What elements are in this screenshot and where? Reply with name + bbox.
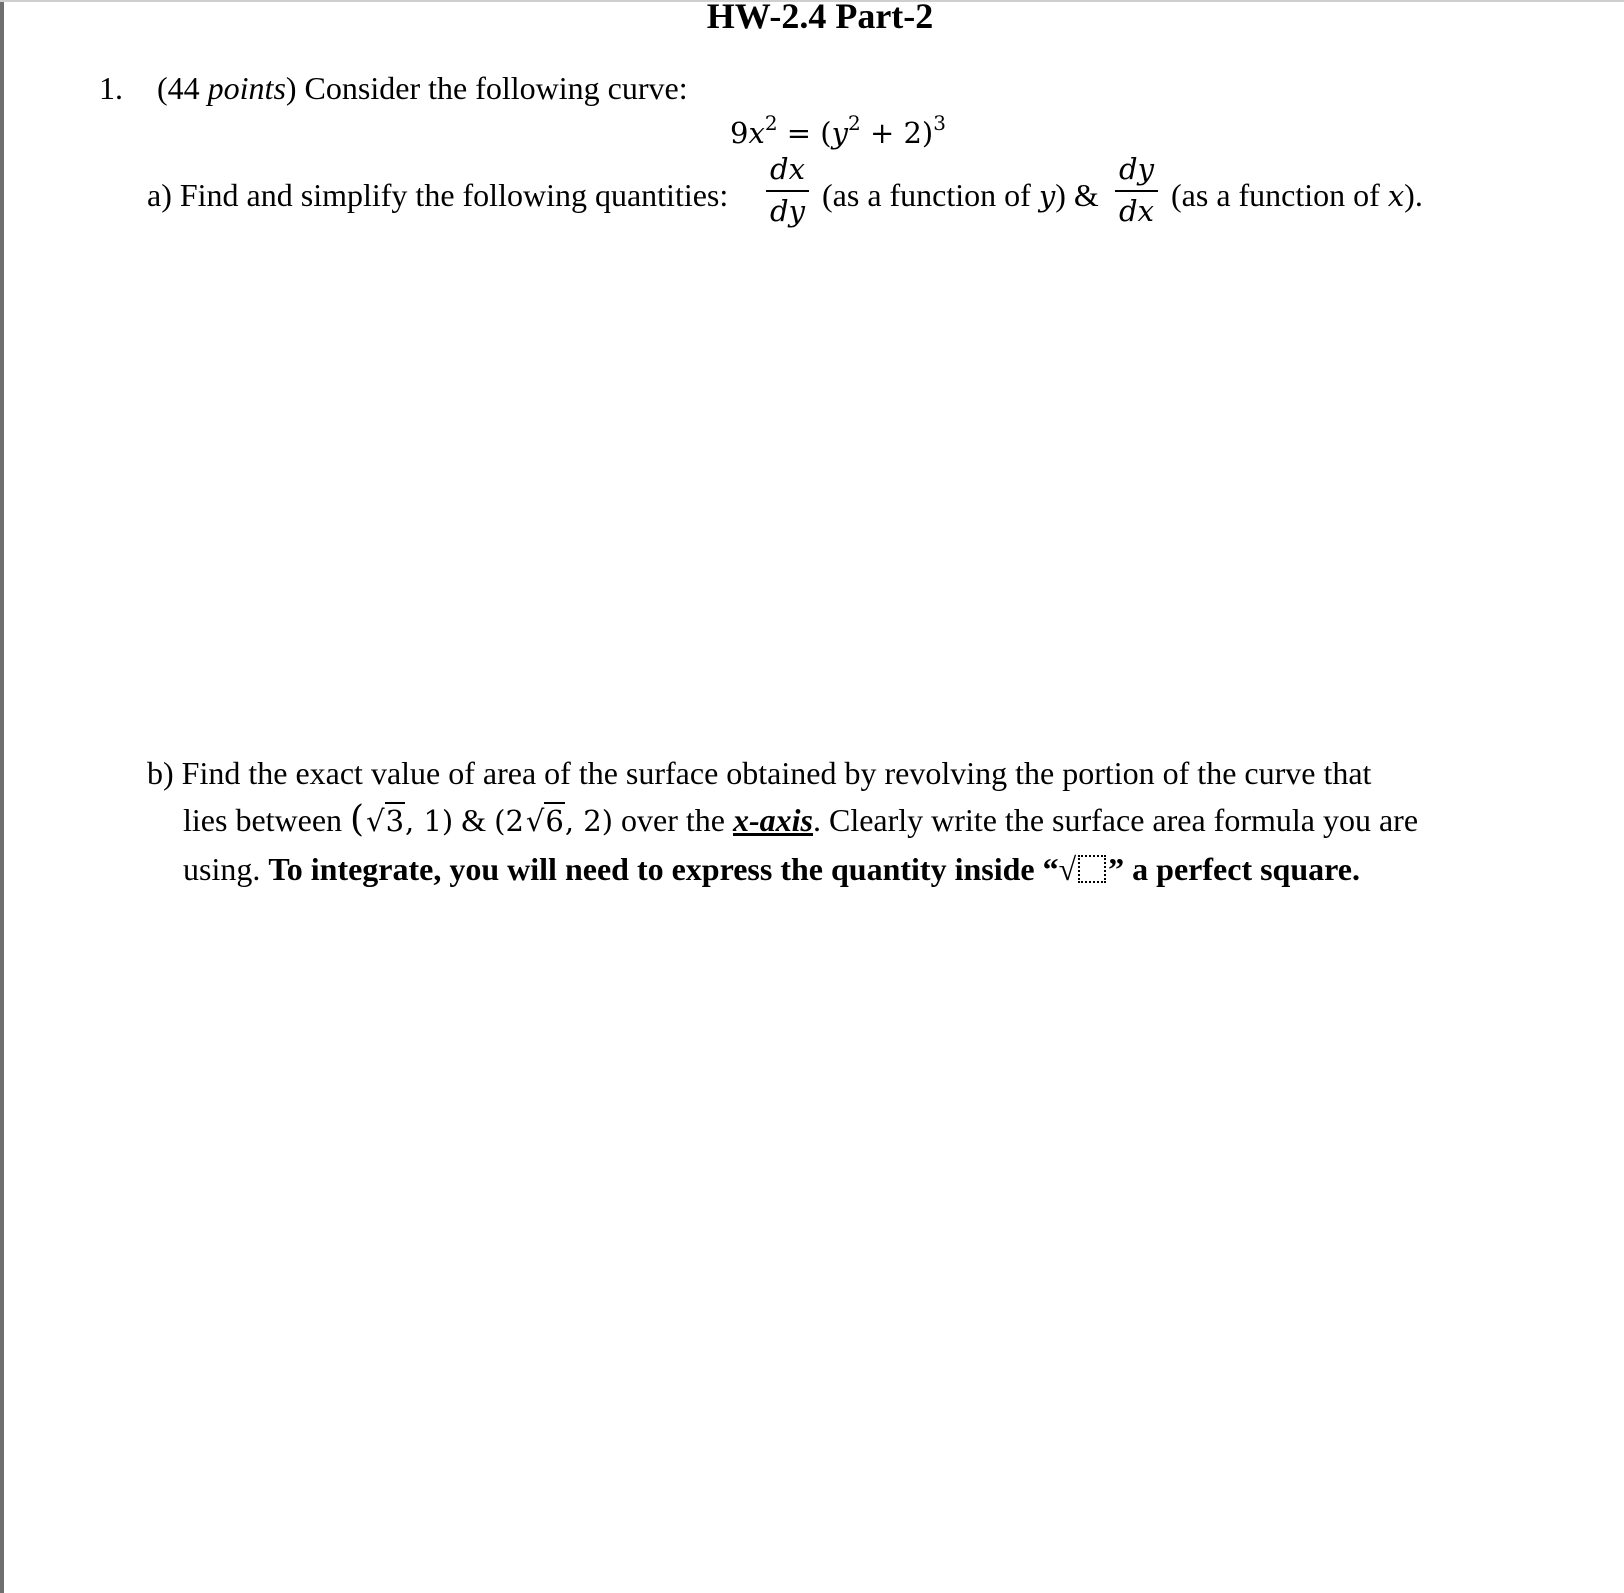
- part-b-line-3: [183, 849, 1360, 889]
- part-b-line-2: [183, 800, 1418, 841]
- page-title: HW-2.4 Part-2: [706, 0, 934, 36]
- part-a-label: a) Find and simplify the following quantities:: [147, 177, 729, 213]
- point2-rest: , 2): [564, 804, 614, 838]
- points-word: points: [207, 70, 286, 106]
- placeholder-box-icon: [1078, 855, 1106, 883]
- fraction-bar: [1115, 190, 1158, 192]
- eq-lhs-var: x: [748, 116, 765, 150]
- line3-bold-1: To integrate, you will need to express the quantity inside “: [268, 851, 1059, 887]
- line2-end: . Clearly write the surface area formula you are: [812, 802, 1419, 838]
- line2-over: over the: [613, 802, 733, 838]
- points-close: ): [285, 70, 297, 106]
- mid-text-1: (as a function of: [822, 177, 1039, 213]
- eq-rhs-outer-exp: 3: [933, 111, 946, 136]
- sqrt-6: √6: [525, 804, 564, 838]
- points-open: (44: [157, 70, 208, 106]
- end-text-2: ).: [1404, 177, 1423, 213]
- question-number: 1.: [99, 70, 123, 106]
- end-text-1: (as a function of: [1171, 177, 1388, 213]
- eq-lhs-exp: 2: [764, 111, 778, 136]
- fraction-dx-dy: [766, 152, 809, 228]
- sqrt-3-radicand: 3: [385, 804, 405, 838]
- line3-pre: using.: [183, 851, 269, 887]
- part-a-end-text: [1171, 175, 1423, 216]
- sqrt-3: √3: [366, 804, 405, 838]
- point1-open: (: [350, 799, 365, 840]
- fraction-dx-dy-numerator: dx: [770, 152, 805, 186]
- mid-var-y: y: [1038, 179, 1056, 213]
- eq-rhs-exp: 2: [848, 111, 861, 136]
- point1-rest: , 1): [405, 804, 454, 838]
- point-1: [350, 799, 454, 840]
- x-axis-label: x-axis: [732, 802, 813, 838]
- fraction-dy-dx-numerator: dy: [1119, 152, 1154, 186]
- question-header: [99, 68, 688, 108]
- fraction-dx-dy-denominator: dy: [770, 194, 805, 228]
- fraction-dy-dx-denominator: dx: [1119, 194, 1154, 228]
- line2-pre: lies between: [183, 802, 351, 838]
- fraction-dy-dx: [1115, 152, 1158, 228]
- line3-bold-2: ” a perfect square.: [1108, 851, 1360, 887]
- mid-text-2: ) &: [1055, 177, 1099, 213]
- eq-rhs-var: y: [831, 116, 848, 150]
- question-intro: Consider the following curve:: [304, 70, 688, 106]
- point2-open: (2: [494, 804, 524, 838]
- eq-lhs-coef: 9: [730, 116, 749, 150]
- fraction-bar: [766, 190, 809, 192]
- part-b-line-1: b) Find the exact value of area of the surface obtained by revolving the portion of the curve that: [147, 755, 1372, 791]
- ampersand: &: [453, 802, 495, 838]
- sqrt-6-radicand: 6: [545, 804, 564, 838]
- sqrt-symbol: √: [1058, 851, 1077, 887]
- end-var-x: x: [1387, 179, 1405, 213]
- curve-equation: [730, 113, 946, 153]
- page-left-edge: [0, 0, 4, 1593]
- part-a-middle-text: [822, 175, 1099, 216]
- eq-equals: = (: [777, 116, 832, 150]
- point-2: [494, 804, 613, 838]
- eq-rhs-rest: + 2): [860, 116, 934, 150]
